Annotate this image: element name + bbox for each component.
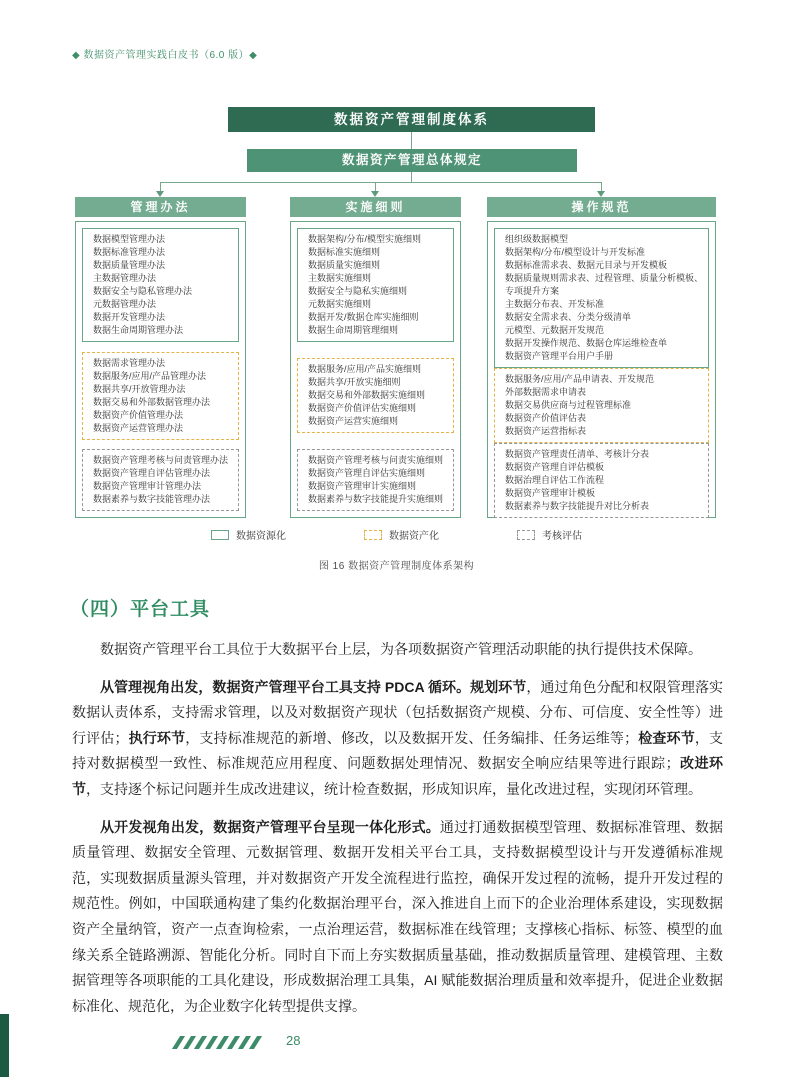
diagram-item: 数据交易和外部数据管理办法	[93, 396, 211, 407]
diagram-item: 主数据实施细则	[308, 273, 372, 283]
diagram-item: 元数据实施细则	[308, 299, 372, 309]
connector-line	[411, 172, 412, 182]
column-box-1	[75, 221, 246, 518]
column-header-3: 操作规范	[487, 197, 716, 217]
diagram-item: 元模型、元数据开发规范	[505, 325, 605, 335]
legend-swatch-asset	[364, 530, 382, 540]
diagram-item: 数据资产管理审计模板	[505, 488, 596, 498]
legend-entry-assess	[517, 527, 582, 542]
item-group-assess	[494, 443, 709, 518]
diagram-item: 数据资产价值管理办法	[93, 409, 184, 420]
diagram-item: 数据质量规则需求表、过程管理、质量分析模板、专项提升方案	[505, 273, 704, 296]
diagram-item: 数据开发/数据仓库实施细则	[308, 312, 419, 322]
diagram-item: 数据标准实施细则	[308, 247, 381, 257]
legend-label: 数据资源化	[236, 531, 286, 542]
diagram-item: 数据服务/应用/产品申请表、开发规范	[505, 374, 655, 384]
diagram-item: 数据交易和外部数据实施细则	[308, 390, 426, 400]
diagram-item: 数据资产运营指标表	[505, 426, 587, 436]
diagram-item: 数据资产价值评估实施细则	[308, 403, 417, 413]
diagram-item: 数据架构/分布/模型设计与开发标准	[505, 247, 646, 257]
diagram-item: 数据资产运营实施细则	[308, 416, 399, 426]
diagram-item: 数据质量管理办法	[93, 260, 166, 270]
item-group-resource	[494, 228, 709, 368]
diagram-item: 数据素养与数字技能提升实施细则	[308, 494, 444, 504]
diagram-item: 数据素养与数字技能管理办法	[93, 494, 211, 504]
legend-entry-asset	[364, 527, 439, 542]
legend-label: 数据资产化	[389, 531, 439, 542]
column-box-2	[290, 221, 461, 518]
diagram-item: 组织级数据模型	[505, 234, 569, 244]
connector-line	[160, 182, 602, 183]
diagram-item: 数据开发操作规范、数据仓库运维检查单	[505, 338, 668, 348]
running-header: ◆ 数据资产管理实践白皮书（6.0 版）◆	[72, 50, 258, 61]
item-group-asset	[297, 358, 454, 433]
diagram-item: 数据资产管理自评估实施细则	[308, 468, 426, 478]
slash-decoration	[249, 1036, 262, 1049]
diagram-item: 数据服务/应用/产品管理办法	[93, 370, 207, 381]
item-group-resource	[297, 228, 454, 342]
diagram-item: 数据共享/开放管理办法	[93, 383, 186, 394]
left-edge-decoration	[0, 1014, 9, 1077]
diagram-item: 数据资产管理考核与问责管理办法	[93, 455, 229, 465]
diagram-item: 外部数据需求申请表	[505, 387, 587, 397]
legend-swatch-assess	[517, 530, 535, 540]
diagram-item: 数据生命周期管理办法	[93, 325, 184, 335]
column-box-3	[487, 221, 716, 518]
diagram-item: 数据资产管理自评估模板	[505, 462, 605, 472]
diagram-item: 数据资产管理审计实施细则	[308, 481, 417, 491]
paragraph-3: 从开发视角出发，数据资产管理平台呈现一体化形式。通过打通数据模型管理、数据标准管理、数据质量管理、数据安全管理、元数据管理、数据开发相关平台工具，支持数据模型设计与开发遵循标准规范，实现数据质量源头管理，并对数据资产开发全流程进行监控，确保开发过程的流畅，提升开发过程的规范性。例如，中国联通构建了集约化数据治理平台，深入推进自上而下的企业治理体系建设，实现数据资产全量纳管，资产一点查询检索，一点治理运营，数据标准在线管理；支撑核心指标、标签、模型的血缘关系全链路溯源、智能化分析。同时自下而上夯实数据质量基础，推动数据质量管理、建模管理、主数据管理等各项职能的工具化建设，形成数据治理工具集，AI 赋能数据治理质量和效率提升，促进企业数据标准化、规范化，为企业数字化转型提供支撑。	[72, 818, 723, 1014]
diagram-item: 数据资产管理责任清单、考核计分表	[505, 449, 650, 459]
diagram-item: 元数据管理办法	[93, 299, 157, 309]
figure-second-box: 数据资产管理总体规定	[247, 149, 577, 172]
paragraph-2: 从管理视角出发，数据资产管理平台工具支持 PDCA 循环。规划环节，通过角色分配和权限管理落实数据认责体系，支持需求管理，以及对数据资产现状（包括数据资产规模、分布、可信度、安全性等）进行评估；执行环节，支持标准规范的新增、修改，以及数据开发、任务编排、任务运维等；检查环节，支持对数据模型一致性、标准规范应用程度、问题数据处理情况、数据安全响应结果等进行跟踪；改进环节，支持逐个标记问题并生成改进建议，统计检查数据，形成知识库，量化改进过程，实现闭环管理。	[72, 678, 724, 797]
diagram-item: 数据资产价值评估表	[505, 413, 587, 423]
diagram-item: 数据资产管理平台用户手册	[505, 351, 614, 361]
diagram-item: 数据资产管理审计管理办法	[93, 481, 202, 491]
diagram-item: 数据安全与隐私管理办法	[93, 286, 193, 296]
figure-legend	[0, 527, 793, 542]
diagram-item: 数据质量实施细则	[308, 260, 381, 270]
legend-entry-resource	[211, 527, 286, 542]
diagram-item: 数据治理自评估工作流程	[505, 475, 605, 485]
item-group-assess	[82, 449, 239, 511]
diagram-item: 数据生命周期管理细则	[308, 325, 399, 335]
diagram-item: 数据架构/分布/模型实施细则	[308, 234, 422, 244]
diagram-item: 数据共享/开放实施细则	[308, 377, 401, 387]
figure-top-box: 数据资产管理制度体系	[228, 107, 595, 132]
diagram-item: 数据资产运营管理办法	[93, 422, 184, 433]
column-header-1: 管理办法	[75, 197, 246, 217]
diagram-item: 数据开发管理办法	[93, 312, 166, 322]
diagram-item: 数据资产管理自评估管理办法	[93, 468, 211, 478]
legend-label: 考核评估	[542, 531, 582, 542]
figure-caption: 图 16 数据资产管理制度体系架构	[318, 561, 475, 572]
item-group-asset	[82, 352, 239, 440]
diagram-item: 数据资产管理考核与问责实施细则	[308, 455, 444, 465]
column-header-2: 实施细则	[290, 197, 461, 217]
diagram-item: 数据服务/应用/产品实施细则	[308, 364, 422, 374]
item-group-asset	[494, 368, 709, 443]
diagram-item: 数据需求管理办法	[93, 357, 166, 368]
diagram-item: 数据标准需求表、数据元目录与开发模板	[505, 260, 668, 270]
item-group-assess	[297, 449, 454, 511]
section-heading: （四）平台工具	[70, 599, 211, 620]
diagram-item: 主数据管理办法	[93, 273, 157, 283]
diagram-item: 数据标准管理办法	[93, 247, 166, 257]
diagram-item: 数据安全需求表、分类分级清单	[505, 312, 632, 322]
diagram-item: 数据模型管理办法	[93, 234, 166, 244]
paragraph-1: 数据资产管理平台工具位于大数据平台上层，为各项数据资产管理活动职能的执行提供技术保障。	[100, 641, 702, 657]
diagram-item: 数据交易供应商与过程管理标准	[505, 400, 632, 410]
connector-line	[411, 132, 412, 149]
body-text	[72, 637, 723, 1031]
diagram-item: 主数据分布表、开发标准	[505, 299, 605, 309]
diagram-item: 数据素养与数字技能提升对比分析表	[505, 501, 650, 511]
legend-swatch-resource	[211, 530, 229, 540]
page-number: 28	[286, 1033, 301, 1048]
diagram-item: 数据安全与隐私实施细则	[308, 286, 408, 296]
item-group-resource	[82, 228, 239, 342]
footer-decoration	[176, 1036, 258, 1049]
